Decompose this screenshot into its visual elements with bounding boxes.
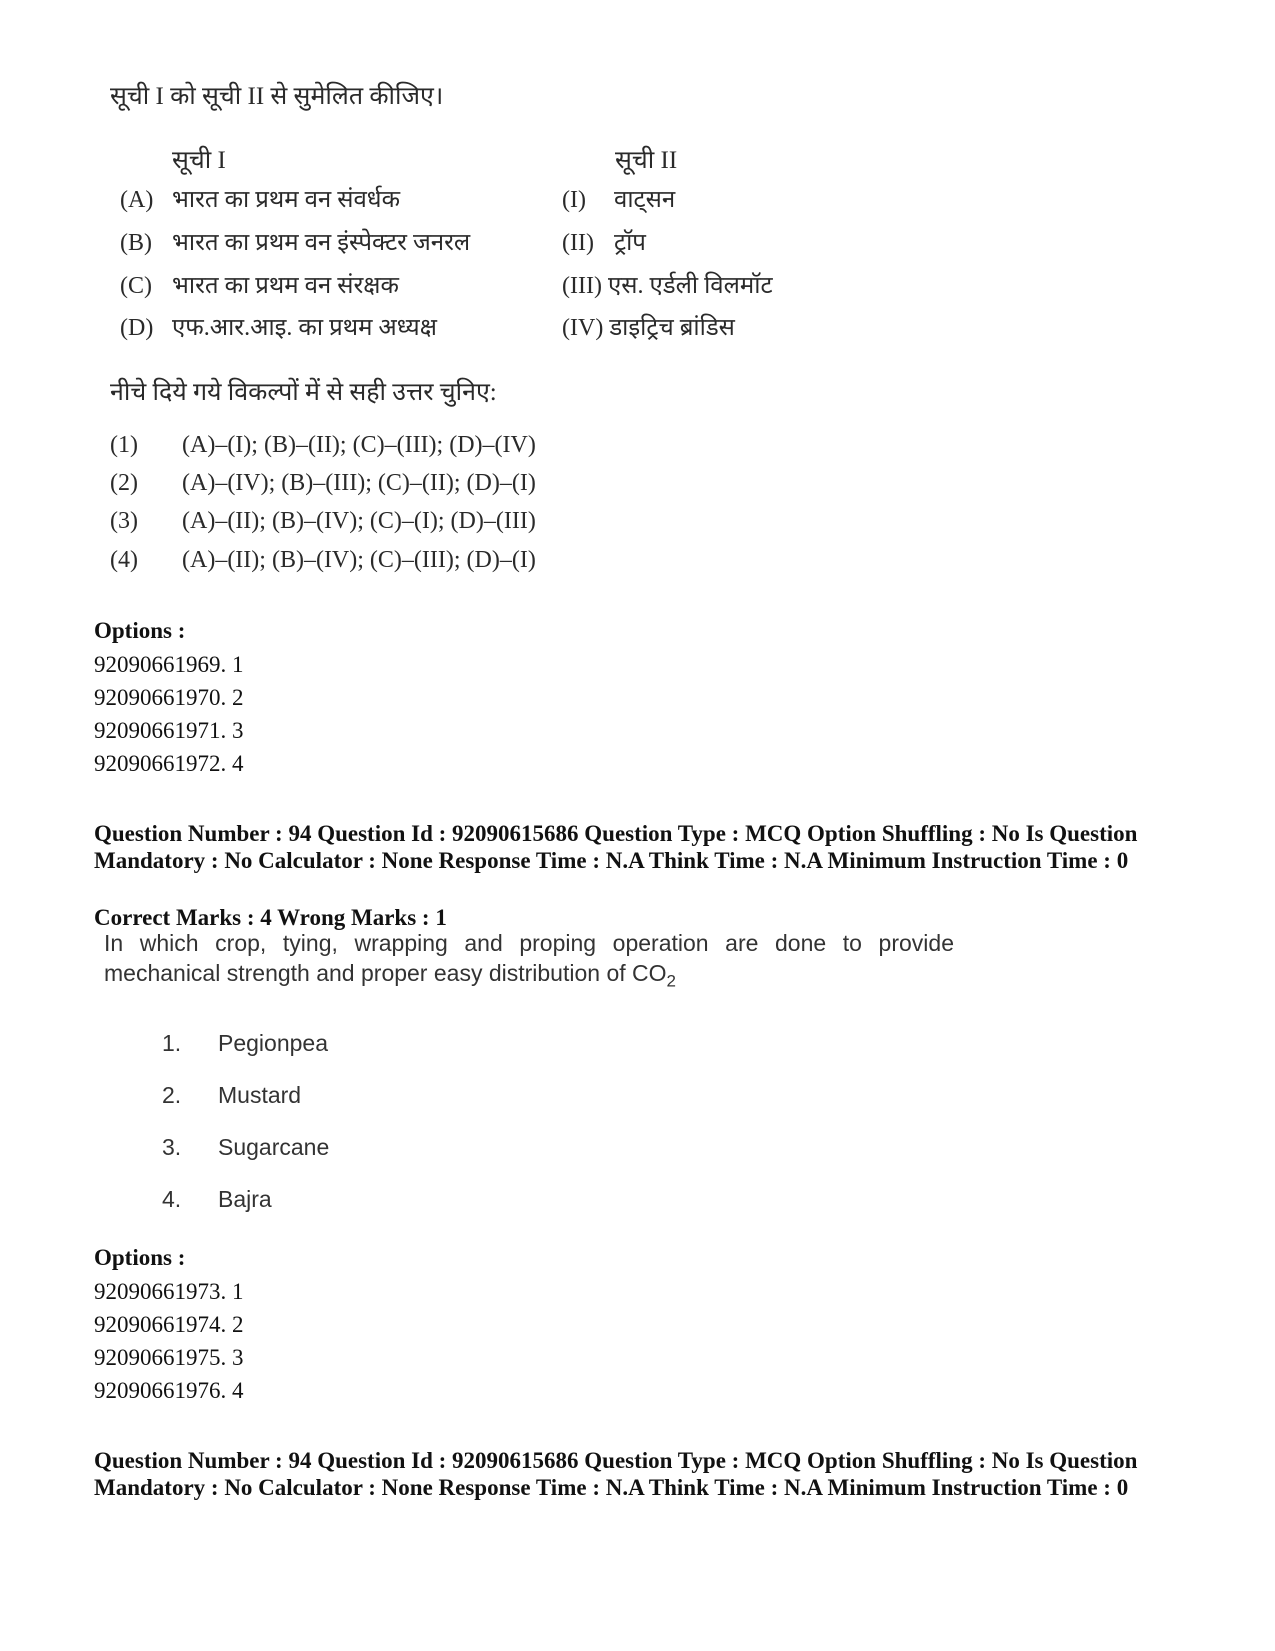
option-line: 92090661972. 4 bbox=[94, 751, 244, 776]
option-line: 92090661976. 4 bbox=[94, 1378, 244, 1403]
list1-row bbox=[120, 225, 470, 258]
list2-row bbox=[562, 225, 646, 258]
choice-number: 1. bbox=[162, 1030, 182, 1056]
stem-line: In which crop, tying, wrapping and proping operation are done to provide bbox=[104, 930, 954, 956]
list2-label: (II) bbox=[562, 230, 594, 256]
list1-row bbox=[120, 182, 400, 215]
list2-label: (III) bbox=[562, 273, 602, 299]
choice-text: (A)–(I); (B)–(II); (C)–(III); (D)–(IV) bbox=[182, 432, 536, 458]
option-line: 92090661970. 2 bbox=[94, 685, 244, 710]
stem-line: mechanical strength and proper easy distribution of CO bbox=[104, 960, 667, 986]
q93-choice bbox=[110, 547, 536, 574]
option-line: 92090661971. 3 bbox=[94, 718, 244, 743]
list2-title: सूची II bbox=[615, 147, 678, 174]
choice-number: (3) bbox=[110, 508, 138, 534]
choice-text: (A)–(IV); (B)–(III); (C)–(II); (D)–(I) bbox=[182, 470, 536, 496]
list1-row bbox=[120, 310, 437, 343]
choice-number: (4) bbox=[110, 547, 138, 573]
list1-text: एफ.आर.आइ. का प्रथम अध्यक्ष bbox=[172, 315, 437, 341]
choice-number: (2) bbox=[110, 470, 138, 496]
list1-label: (A) bbox=[120, 187, 154, 213]
choice-number: 3. bbox=[162, 1134, 182, 1160]
q94-choice bbox=[162, 1134, 329, 1161]
stem-subscript: 2 bbox=[666, 971, 676, 991]
choice-number: (1) bbox=[110, 432, 138, 458]
q94-stem bbox=[104, 928, 954, 997]
list1-label: (C) bbox=[120, 273, 152, 299]
q93-choice bbox=[110, 508, 536, 535]
q93-options bbox=[94, 618, 244, 780]
q93-choose-instruction: नीचे दिये गये विकल्पों में से सही उत्तर चुनिए: bbox=[110, 379, 497, 406]
list2-text: वाट्सन bbox=[614, 187, 676, 213]
choice-text: (A)–(II); (B)–(IV); (C)–(I); (D)–(III) bbox=[182, 508, 536, 534]
q94-choice bbox=[162, 1186, 272, 1213]
option-line: 92090661974. 2 bbox=[94, 1312, 244, 1337]
choice-text: Pegionpea bbox=[218, 1030, 328, 1056]
list2-label: (IV) bbox=[562, 315, 604, 341]
choice-text: Mustard bbox=[218, 1082, 302, 1108]
list2-text: एस. एर्डली विलमॉट bbox=[607, 273, 773, 299]
option-line: 92090661973. 1 bbox=[94, 1279, 244, 1304]
list2-label: (I) bbox=[562, 187, 586, 213]
q94-choice bbox=[162, 1030, 328, 1057]
choice-text: (A)–(II); (B)–(IV); (C)–(III); (D)–(I) bbox=[182, 547, 536, 573]
list2-text: ट्रॉप bbox=[614, 230, 646, 256]
list1-label: (B) bbox=[120, 230, 152, 256]
option-line: 92090661969. 1 bbox=[94, 652, 244, 677]
next-question-meta: Question Number : 94 Question Id : 92090615686 Question Type : MCQ Option Shuffling : No Is Question Mandatory : No Calculator : None Response Time : N.A Think Time : N.A Minimum Instruction Time : 0 bbox=[94, 1448, 1138, 1500]
list2-row bbox=[562, 268, 773, 301]
list1-title: सूची I bbox=[172, 147, 226, 174]
list1-text: भारत का प्रथम वन इंस्पेक्टर जनरल bbox=[172, 230, 471, 256]
list1-text: भारत का प्रथम वन संवर्धक bbox=[172, 187, 400, 213]
q93-stem: सूची I को सूची II से सुमेलित कीजिए। bbox=[110, 83, 444, 110]
choice-text: Sugarcane bbox=[218, 1134, 330, 1160]
list1-row bbox=[120, 268, 399, 301]
q94-meta: Question Number : 94 Question Id : 92090615686 Question Type : MCQ Option Shuffling : No Is Question Mandatory : No Calculator : None Response Time : N.A Think Time : N.A Minimum Instruction Time : 0 bbox=[94, 821, 1138, 873]
choice-text: Bajra bbox=[218, 1186, 272, 1212]
list2-row bbox=[562, 310, 735, 343]
q93-choice bbox=[110, 432, 536, 459]
choice-number: 2. bbox=[162, 1082, 182, 1108]
list1-label: (D) bbox=[120, 315, 154, 341]
list2-row bbox=[562, 182, 675, 215]
choice-number: 4. bbox=[162, 1186, 182, 1212]
q94-choice bbox=[162, 1082, 301, 1109]
list1-text: भारत का प्रथम वन संरक्षक bbox=[172, 273, 399, 299]
options-title: Options : bbox=[94, 618, 186, 643]
q93-choice bbox=[110, 470, 536, 497]
option-line: 92090661975. 3 bbox=[94, 1345, 244, 1370]
q94-marks: Correct Marks : 4 Wrong Marks : 1 bbox=[94, 905, 447, 930]
options-title: Options : bbox=[94, 1245, 186, 1270]
list2-text: डाइट्रिच ब्रांडिस bbox=[609, 315, 735, 341]
q94-options bbox=[94, 1245, 244, 1407]
